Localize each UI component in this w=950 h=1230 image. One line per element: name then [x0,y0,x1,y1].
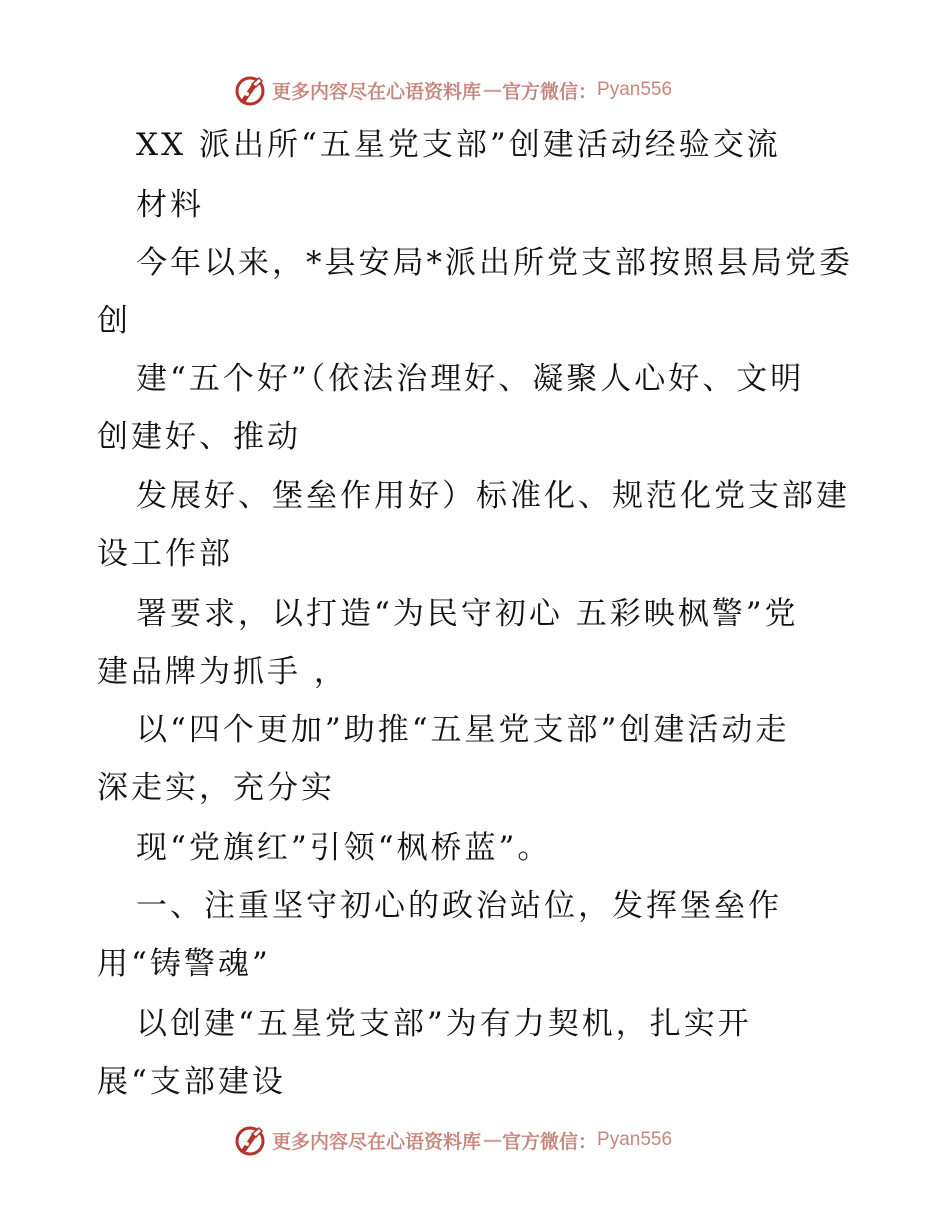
footer-watermark-banner [232,1120,752,1160]
section-heading-line: 一、注重坚守初心的政治站位，发挥堡垒作 [136,888,782,924]
paragraph-line: 创 [97,303,131,339]
paragraph-line: 展“支部建设 [97,1064,286,1100]
section-heading-line: 用“铸警魂” [97,946,271,982]
paragraph-line: 今年以来，*县安局*派出所党支部按照县局党委 [136,245,853,281]
banner-contact-id: Pyan556 [597,1129,673,1150]
pen-nib-logo-icon [232,1122,268,1158]
banner-text: 更多内容尽在心语资料库 [272,80,482,103]
paragraph-line: 建品牌为抓手 ， [97,654,348,690]
banner-contact-label: 官方微信： [502,1130,598,1153]
paragraph-line: 设工作部 [97,536,233,572]
paragraph-line: 以“四个更加”助推“五星党支部”创建活动走 [136,712,790,748]
banner-contact-id: Pyan556 [597,79,673,100]
paragraph-line: 深走实，充分实 [97,770,335,806]
banner-separator: — [483,1129,503,1151]
paragraph-line: 现“党旗红”引领“枫桥蓝”。 [136,830,552,866]
paragraph-line: 建“五个好”（依法治理好、凝聚人心好、文明 [136,361,805,397]
paragraph-line: 以创建“五星党支部”为有力契机，扎实开 [136,1006,752,1042]
paragraph-line: 署要求，以打造“为民守初心 五彩映枫警”党 [136,596,799,632]
banner-separator: — [483,79,503,101]
banner-text: 更多内容尽在心语资料库 [272,1130,482,1153]
paragraph-line: 发展好、堡垒作用好）标准化、规范化党支部建 [136,478,850,514]
paragraph-line: 创建好、推动 [97,419,301,455]
banner-contact-label: 官方微信： [502,80,598,103]
document-title-line-1: XX 派出所“五星党支部”创建活动经验交流 [136,127,781,163]
document-title-line-2: 材料 [136,187,204,223]
